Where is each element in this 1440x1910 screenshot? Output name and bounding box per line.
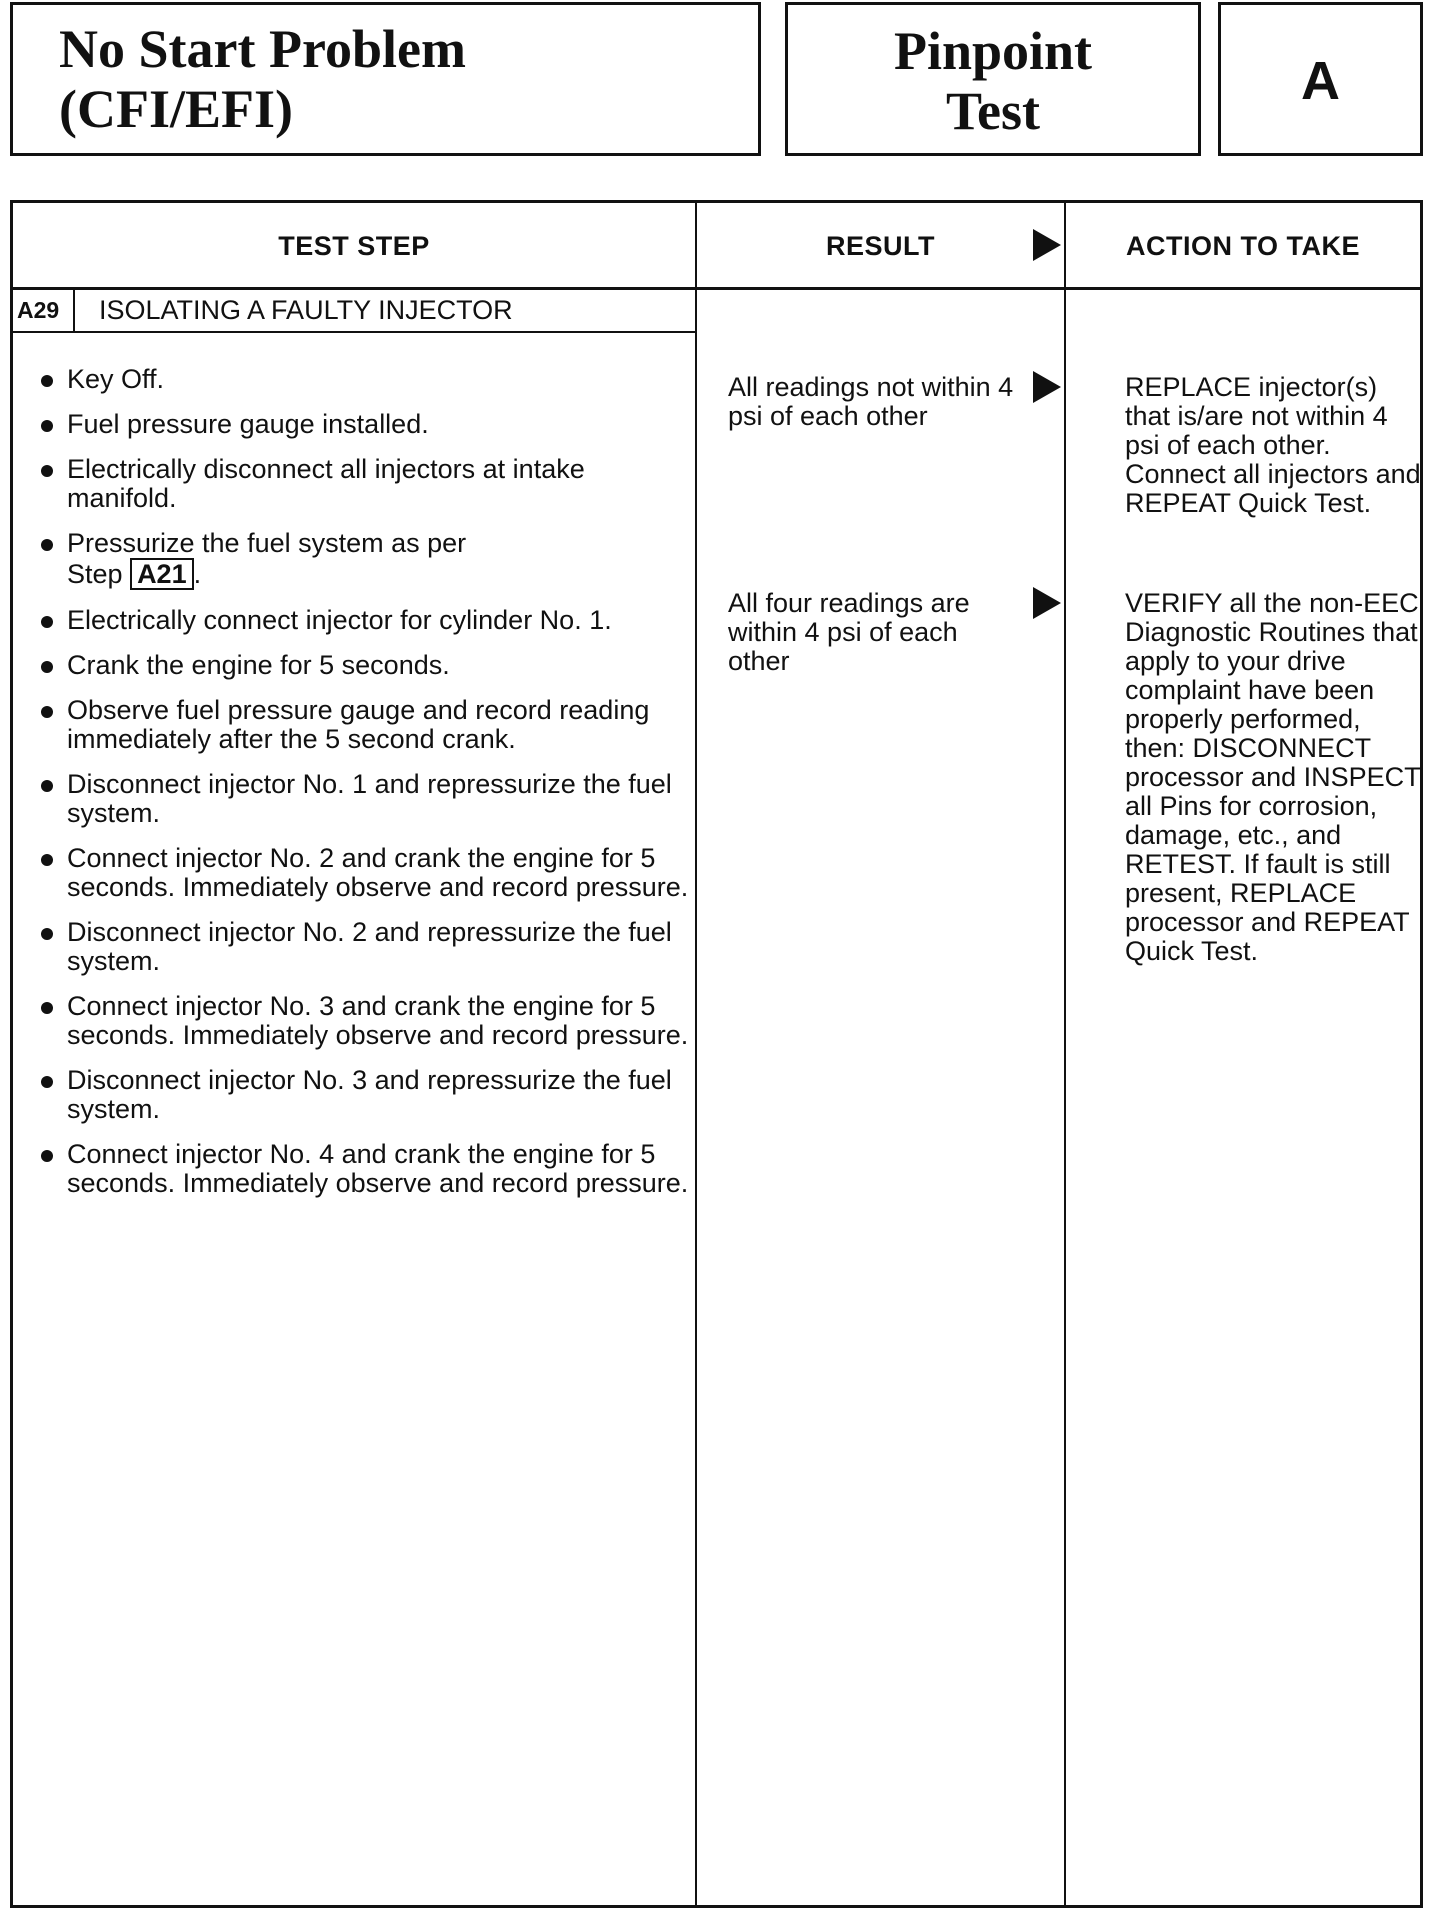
step-number: A29 [13, 289, 75, 331]
test-letter: A [1301, 51, 1340, 111]
list-item: Observe fuel pressure gauge and record reading immediately after the 5 second crank. [41, 696, 691, 754]
step-list [41, 365, 691, 1214]
action-2: VERIFY all the non-EEC Diagnostic Routines that apply to your drive complaint have been properly performed, then: DISCONNECT processor and INSPECT all Pins for corrosion, damage, etc., and RETEST. If fault is still present, REPLACE processor and REPEAT Quick Test. [1125, 588, 1421, 966]
bullet-icon [41, 780, 53, 792]
step-title: ISOLATING A FAULTY INJECTOR [99, 295, 513, 325]
bullet-icon [41, 661, 53, 673]
pinpoint-line-2: Test [945, 81, 1041, 141]
bullet-icon [41, 1002, 53, 1014]
step-ref-prefix: Step [67, 559, 123, 589]
list-item: Electrically connect injector for cylinder No. 1. [41, 606, 691, 635]
list-item: Fuel pressure gauge installed. [41, 410, 691, 439]
bullet-icon [41, 375, 53, 387]
list-item: Connect injector No. 4 and crank the engine for 5 seconds. Immediately observe and record pressure. [41, 1140, 691, 1198]
bullet-icon [41, 616, 53, 628]
pinpoint-test-label [788, 21, 1198, 141]
bullet-icon [41, 1076, 53, 1088]
test-table [10, 200, 1423, 1908]
header-test-step: TEST STEP [278, 230, 430, 261]
list-item: Crank the engine for 5 seconds. [41, 651, 691, 680]
title-box [10, 2, 761, 156]
header-result: RESULT [826, 230, 935, 261]
column-divider-1 [695, 203, 697, 1905]
list-item: Disconnect injector No. 3 and repressurize the fuel system. [41, 1066, 691, 1124]
bullet-icon [41, 928, 53, 940]
title-line-1: No Start Problem [59, 19, 466, 79]
title-line-2: (CFI/EFI) [59, 79, 293, 139]
result-2: All four readings are within 4 psi of each other [728, 588, 970, 676]
list-item: Connect injector No. 3 and crank the engine for 5 seconds. Immediately observe and record pressure. [41, 992, 691, 1050]
action-1: REPLACE injector(s) that is/are not within 4 psi of each other. Connect all injectors and REPEAT Quick Test. [1125, 372, 1421, 518]
arrow-right-icon [1033, 229, 1061, 261]
step-header [13, 289, 695, 333]
bullet-icon [41, 1150, 53, 1162]
bullet-icon [41, 539, 53, 551]
list-item: Disconnect injector No. 1 and repressurize the fuel system. [41, 770, 691, 828]
list-item: Disconnect injector No. 2 and repressurize the fuel system. [41, 918, 691, 976]
bullet-icon [41, 465, 53, 477]
list-item: Key Off. [41, 365, 691, 394]
pinpoint-line-1: Pinpoint [893, 21, 1093, 81]
page-title [59, 19, 466, 139]
arrow-right-icon [1033, 587, 1061, 619]
step-reference: A21 [130, 558, 194, 590]
header-action: ACTION TO TAKE [1126, 230, 1360, 261]
bullet-icon [41, 854, 53, 866]
list-item: Electrically disconnect all injectors at intake manifold. [41, 455, 691, 513]
bullet-icon [41, 420, 53, 432]
result-1: All readings not within 4 psi of each other [728, 372, 1014, 431]
arrow-right-icon [1033, 371, 1061, 403]
list-item: Pressurize the fuel system as per Step A21 . [41, 529, 691, 590]
test-letter-box [1218, 2, 1423, 156]
bullet-icon [41, 706, 53, 718]
list-item: Connect injector No. 2 and crank the engine for 5 seconds. Immediately observe and record pressure. [41, 844, 691, 902]
pinpoint-test-box [785, 2, 1201, 156]
column-divider-2 [1064, 203, 1066, 1905]
